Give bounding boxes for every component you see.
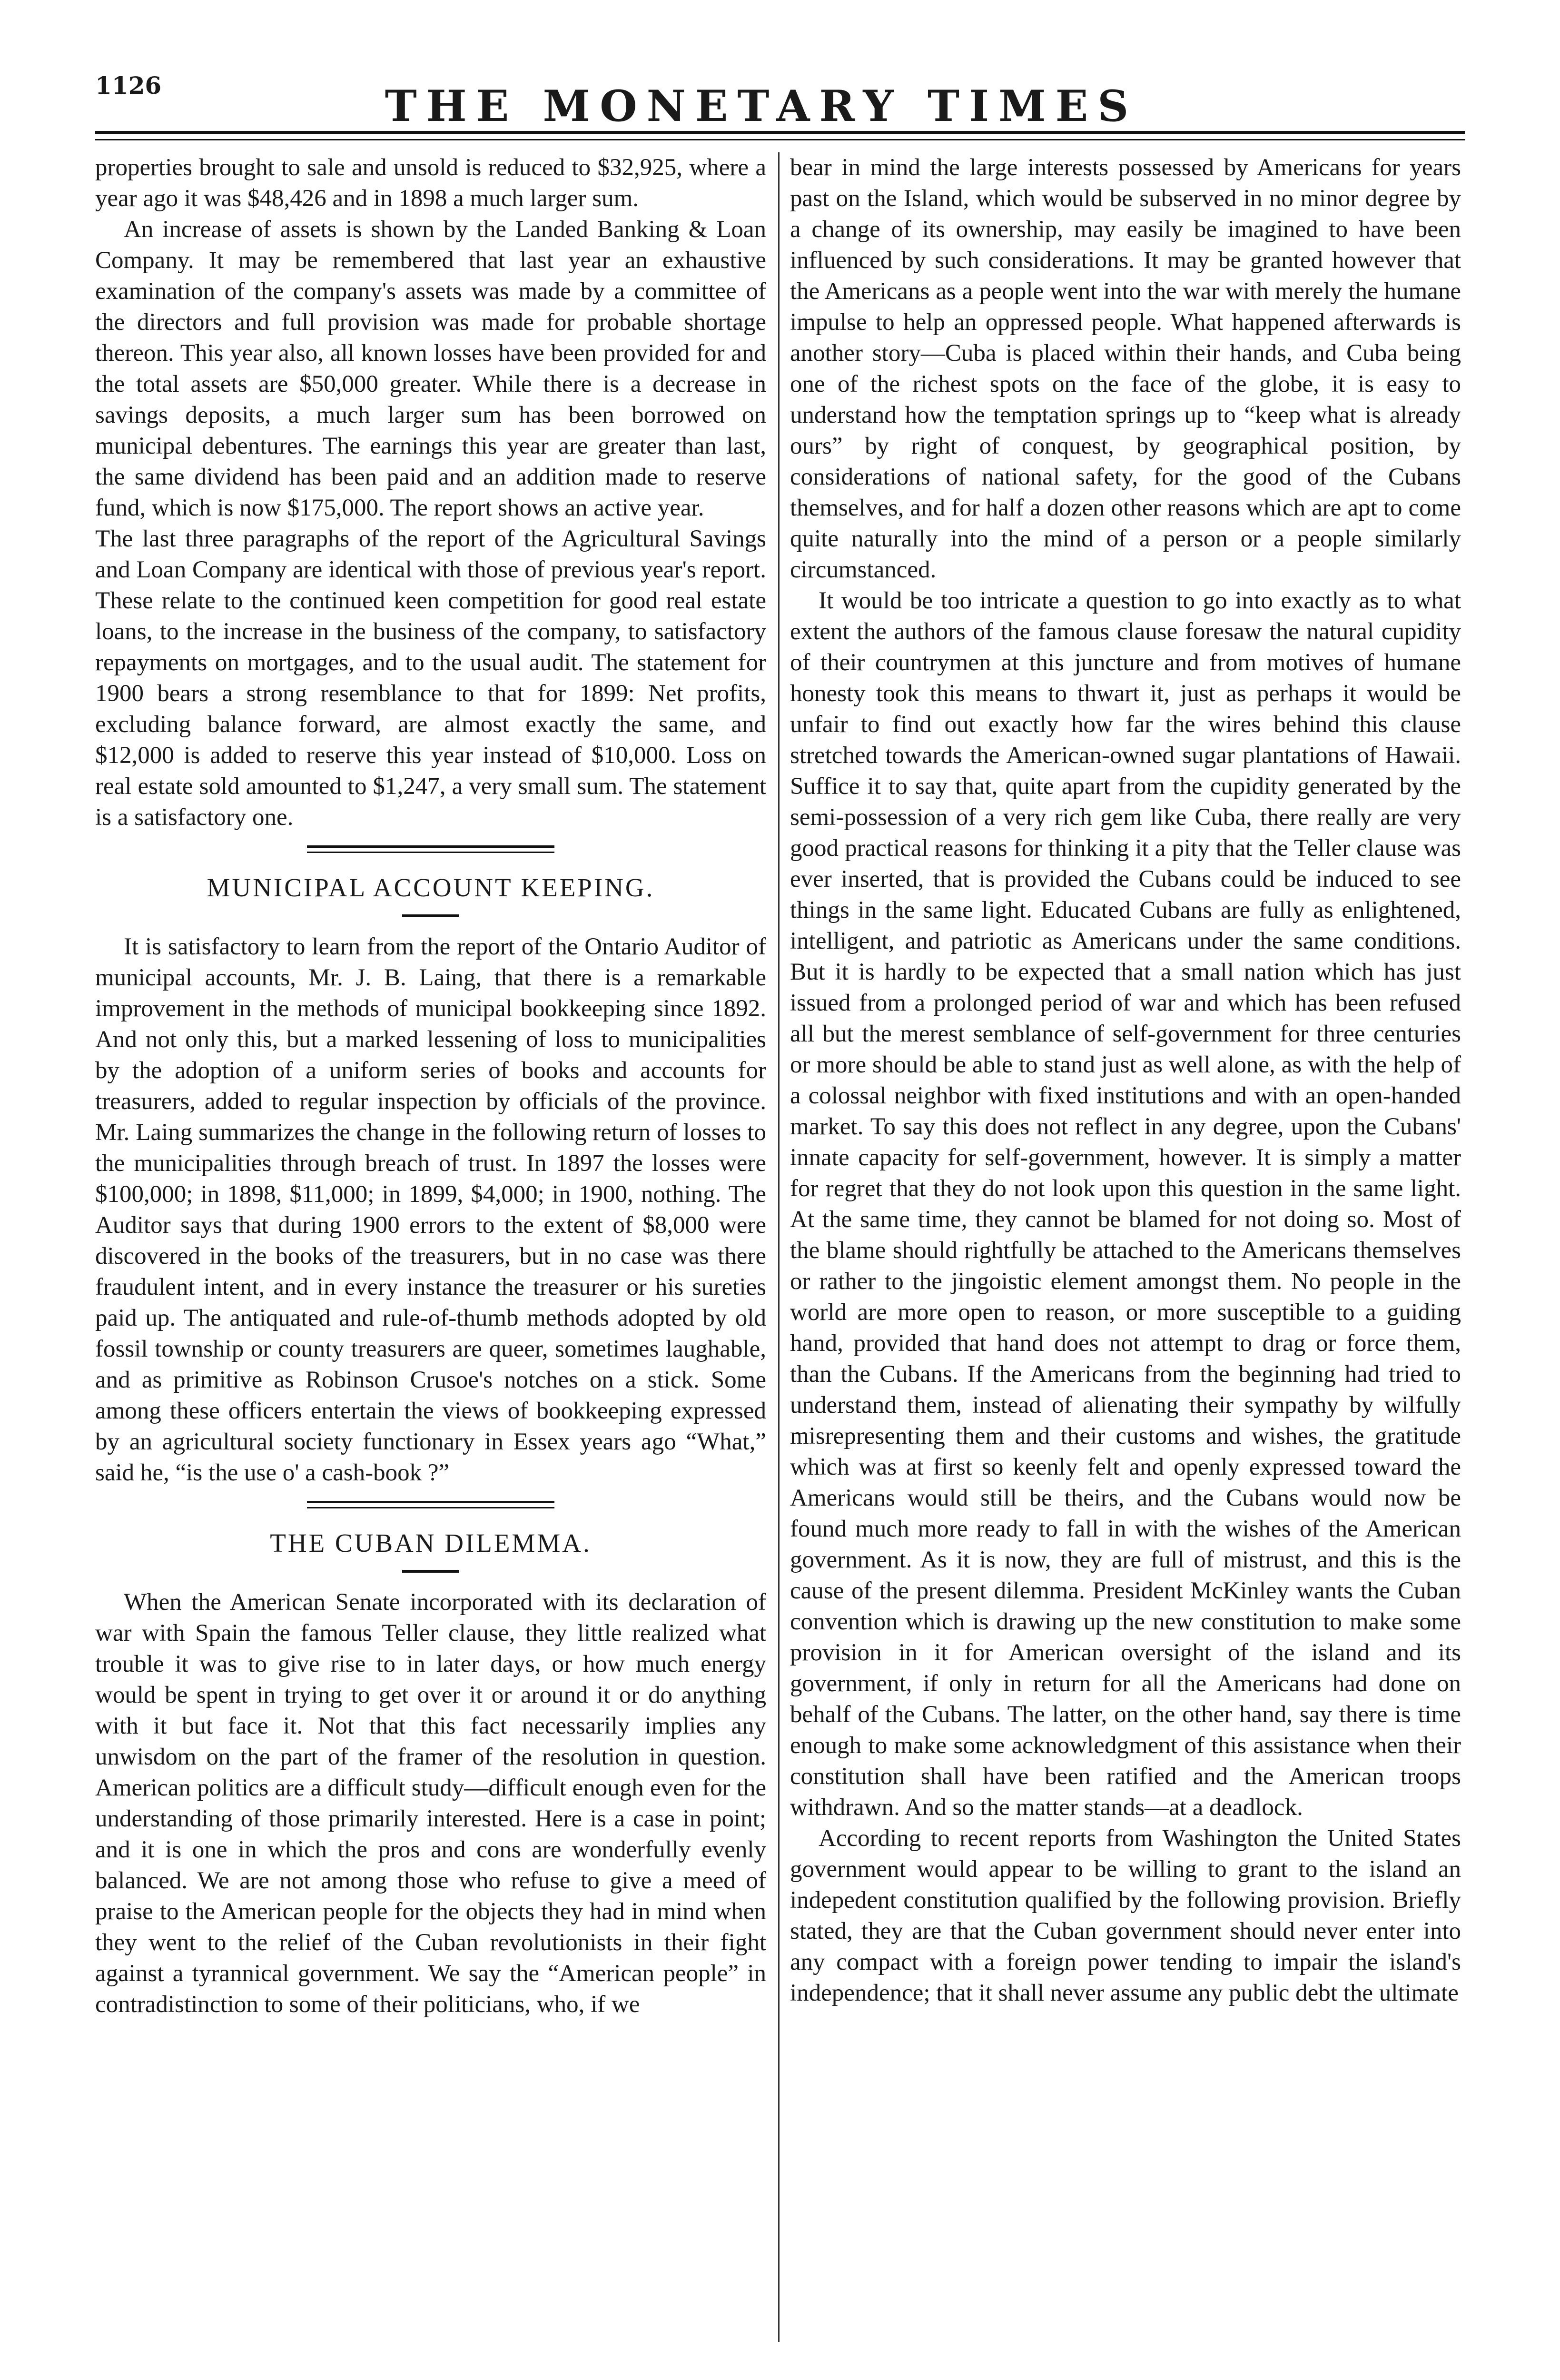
masthead-rule-thin <box>95 139 1465 140</box>
right-column <box>790 152 1461 2009</box>
section-divider <box>307 1507 554 1508</box>
heading-rule <box>402 1570 459 1573</box>
paragraph: bear in mind the large interests possessed by Americans for years past on the Island, which would be subserved in no minor degree by a change of its ownership, may easily be imagined to have been influenced by such considerations. It may be granted however that the Americans as a people went into the war with merely the humane impulse to help an oppressed people. What happened afterwards is another story—Cuba is placed within their hands, and Cuba being one of the richest spots on the face of the globe, it is easy to understand how the temptation springs up to “keep what is already ours” by right of conquest, by geographical position, by considerations of national safety, for the good of the Cubans themselves, and for half a dozen other reasons which are apt to come quite naturally into the mind of a person or a people similarly circumstanced. <box>790 154 1461 583</box>
left-column <box>95 152 766 2020</box>
heading-rule <box>402 914 459 917</box>
masthead-rule-thick <box>95 131 1465 134</box>
paragraph: An increase of assets is shown by the Landed Banking & Loan Company. It may be remembered that last year an exhaustive examination of the company's assets was made by a committee of the directors and full provision was made for probable shortage thereon. This year also, all known losses have been provided for and the total assets are $50,000 greater. While there is a decrease in savings deposits, a much larger sum has been borrowed on municipal debentures. The earnings this year are greater than last, the same dividend has been paid and an addition made to reserve fund, which is now $175,000. The report shows an active year. <box>95 216 766 521</box>
section-divider <box>307 852 554 853</box>
section-divider <box>307 1501 554 1503</box>
paragraph: According to recent reports from Washington the United States government would appear to be willing to grant to the island an indepedent constitution qualified by the following provision. Briefly stated, they are that the Cuban government should never enter into any compact with a foreign power tending to impair the island's independence; that it shall never assume any public debt the ultimate <box>790 1825 1461 2006</box>
column-divider <box>778 152 780 2342</box>
page-number: 1126 <box>95 71 162 99</box>
section-heading: THE CUBAN DILEMMA. <box>270 1528 592 1557</box>
masthead-title: THE MONETARY TIMES <box>385 81 1138 131</box>
paragraph: The last three paragraphs of the report of the Agricultural Savings and Loan Company are identical with those of previous year's report. These relate to the continued keen competition for good real estate loans, to the increase in the business of the company, to satisfactory repayments on mortgages, and to the usual audit. The statement for 1900 bears a strong resemblance to that for 1899: Net profits, excluding balance forward, are almost exactly the same, and $12,000 is added to reserve this year instead of $10,000. Loss on real estate sold amounted to $1,247, a very small sum. The statement is a satisfactory one. <box>95 526 766 831</box>
section-divider <box>307 845 554 848</box>
paragraph: properties brought to sale and unsold is reduced to $32,925, where a year ago it was $48,426 and in 1898 a much larger sum. <box>95 154 766 212</box>
paragraph: It would be too intricate a question to go into exactly as to what extent the authors of the famous clause foresaw the natural cupidity of their countrymen at this juncture and from motives of humane honesty took this means to thwart it, just as perhaps it would be unfair to find out exactly how far the wires behind this clause stretched towards the American-owned sugar plantations of Hawaii. Suffice it to say that, quite apart from the cupidity generated by the semi-possession of a very rich gem like Cuba, there really are very good practical reasons for thinking it a pity that the Teller clause was ever inserted, that is provided the Cubans could be induced to see things in the same light. Educated Cubans are fully as enlightened, intelligent, and patriotic as Americans under the same conditions. But it is hardly to be expected that a small nation which has just issued from a prolonged period of war and which has been refused all but the merest semblance of self-government for three centuries or more should be able to stand just as well alone, as with the help of a colossal neighbor with fixed institutions and with an open-handed market. To say this does not reflect in any degree, upon the Cubans' innate capacity for self-government, however. It is simply a matter for regret that they do not look upon this question in the same light. At the same time, they cannot be blamed for not doing so. Most of the blame should rightfully be attached to the Americans themselves or rather to the jingoistic element amongst them. No people in the world are more open to reason, or more susceptible to a guiding hand, provided that hand does not attempt to drag or force them, than the Cubans. If the Americans from the beginning had tried to understand them, instead of alienating their sympathy by wilfully misrepresenting them and their customs and wishes, the gratitude which was at first so keenly felt and openly expressed toward the Americans would still be theirs, and the Cubans would now be found much more ready to fall in with the wishes of the American government. As it is now, they are full of mistrust, and this is the cause of the present dilemma. President McKinley wants the Cuban convention which is drawing up the new constitution to make some provision in it for American oversight of the island and its government, if only in return for all the Americans had done on behalf of the Cubans. The latter, on the other hand, say there is time enough to make some acknowledgment of this assistance when their constitution shall have been ratified and the American troops withdrawn. And so the matter stands—at a deadlock. <box>790 587 1461 1821</box>
paragraph: When the American Senate incorporated with its declaration of war with Spain the famous Teller clause, they little realized what trouble it was to give rise to in later days, or how much energy would be spent in trying to get over it or around it or do anything with it but face it. Not that this fact necessarily implies any unwisdom on the part of the framer of the resolution in question. American politics are a difficult study—difficult enough even for the understanding of those primarily interested. Here is a case in point; and it is one in which the pros and cons are wonderfully evenly balanced. We are not among those who refuse to give a meed of praise to the American people for the objects they had in mind when they went to the relief of the Cuban revolutionists in their fight against a tyrannical government. We say the “American people” in contradistinction to some of their politicians, who, if we <box>95 1589 766 2018</box>
paragraph: It is satisfactory to learn from the report of the Ontario Auditor of municipal accounts, Mr. J. B. Laing, that there is a remarkable improvement in the methods of municipal bookkeeping since 1892. And not only this, but a marked lessening of loss to municipalities by the adoption of a uniform series of books and accounts for treasurers, added to regular inspection by officials of the province. Mr. Laing summarizes the change in the following return of losses to the municipalities through breach of trust. In 1897 the losses were $100,000; in 1898, $11,000; in 1899, $4,000; in 1900, nothing. The Auditor says that during 1900 errors to the extent of $8,000 were discovered in the books of the treasurers, but in no case was there fraudulent intent, and in every instance the treasurer or his sureties paid up. The antiquated and rule-of-thumb methods adopted by old fossil township or county treasurers are queer, sometimes laughable, and as primitive as Robinson Crusoe's notches on a stick. Some among these officers entertain the views of bookkeeping expressed by an agricultural society functionary in Essex years ago “What,” said he, “is the use o' a cash-book ?” <box>95 933 766 1486</box>
section-heading: MUNICIPAL ACCOUNT KEEPING. <box>207 873 655 902</box>
